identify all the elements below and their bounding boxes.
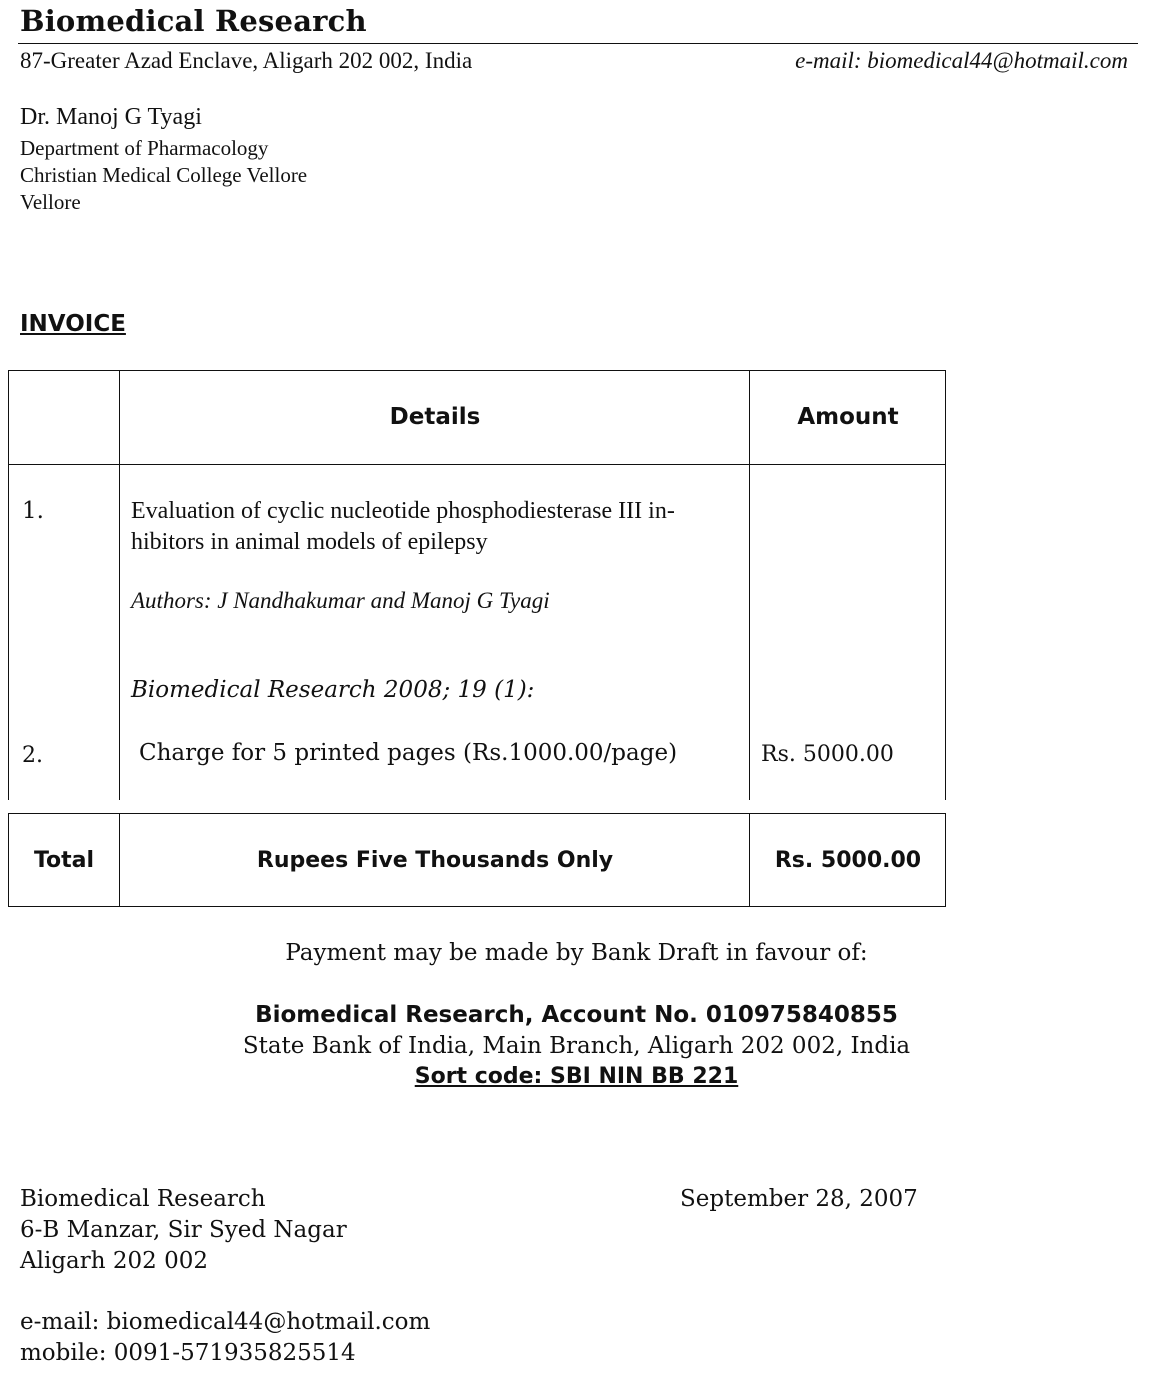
- item-title: Evaluation of cyclic nucleotide phosphodiesterase III in-hibitors in animal models of epilepsy: [131, 498, 675, 555]
- total-label: Total: [33, 847, 95, 873]
- total-in-words: Rupees Five Thousands Only: [256, 847, 614, 873]
- item-number: 2.: [22, 743, 43, 768]
- journal-email: e-mail: biomedical44@hotmail.com: [795, 48, 1128, 73]
- table-border-left: [8, 370, 9, 800]
- payment-note: Payment may be made by Bank Draft in favour of:: [285, 940, 868, 966]
- recipient-college: Christian Medical College Vellore: [20, 163, 308, 187]
- footer-city: Aligarh 202 002: [20, 1248, 208, 1274]
- item-number: 1.: [22, 498, 44, 524]
- account-details: Biomedical Research, Account No. 010975840855: [255, 1002, 898, 1028]
- footer-mobile: mobile: 0091-571935825514: [20, 1340, 356, 1366]
- item-amount: Rs. 5000.00: [761, 742, 894, 767]
- footer-email: e-mail: biomedical44@hotmail.com: [20, 1309, 431, 1335]
- invoice-heading: INVOICE: [20, 311, 126, 337]
- journal-title: Biomedical Research: [20, 4, 367, 38]
- bank-details: State Bank of India, Main Branch, Aligarh 202 002, India: [242, 1033, 911, 1059]
- item-description: Charge for 5 printed pages (Rs.1000.00/page): [139, 740, 678, 766]
- footer-name: Biomedical Research: [20, 1186, 266, 1212]
- recipient-name: Dr. Manoj G Tyagi: [20, 104, 202, 130]
- item-authors: Authors: J Nandhakumar and Manoj G Tyagi: [131, 588, 550, 613]
- sort-code: Sort code: SBI NIN BB 221: [414, 1064, 739, 1089]
- journal-address: 87-Greater Azad Enclave, Aligarh 202 002, India: [20, 48, 473, 73]
- header-divider: [18, 43, 1138, 44]
- details-column-header: Details: [389, 404, 481, 430]
- amount-column-header: Amount: [797, 404, 899, 430]
- invoice-date: September 28, 2007: [680, 1186, 918, 1212]
- recipient-city: Vellore: [20, 190, 81, 214]
- table-header-divider: [8, 464, 946, 465]
- total-amount: Rs. 5000.00: [774, 847, 922, 873]
- footer-street: 6-B Manzar, Sir Syed Nagar: [20, 1217, 347, 1243]
- item-citation: Biomedical Research 2008; 19 (1):: [131, 677, 535, 703]
- recipient-department: Department of Pharmacology: [20, 136, 269, 160]
